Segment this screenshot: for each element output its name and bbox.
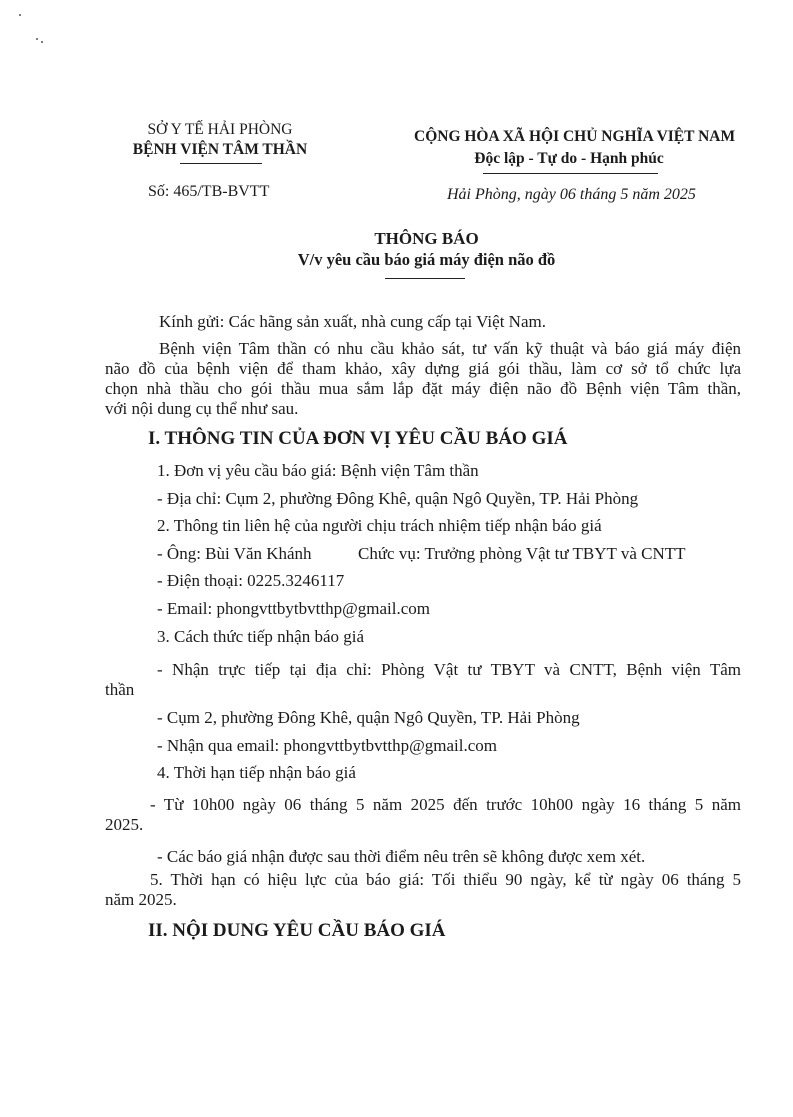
doc-title: THÔNG BÁO	[374, 229, 479, 248]
direct-receipt-line-2: thần	[105, 680, 135, 699]
motto: Độc lập - Tự do - Hạnh phúc	[474, 150, 664, 167]
phone-line: - Điện thoại: 0225.3246117	[157, 571, 345, 590]
place-date: Hải Phòng, ngày 06 tháng 5 năm 2025	[447, 186, 696, 203]
intro-line-4: với nội dung cụ thể như sau.	[105, 399, 299, 418]
section-1-heading: I. THÔNG TIN CỦA ĐƠN VỊ YÊU CẦU BÁO GIÁ	[148, 428, 568, 449]
direct-receipt-line-1: - Nhận trực tiếp tại địa chỉ: Phòng Vật tư TBYT và CNTT, Bệnh viện Tâm	[157, 660, 741, 679]
period-line-1: - Từ 10h00 ngày 06 tháng 5 năm 2025 đến trước 10h00 ngày 16 tháng 5 năm	[150, 795, 741, 814]
doc-number: Số: 465/TB-BVTT	[148, 183, 270, 200]
intro-line-2: não đồ của bệnh viện để tham khảo, xây dựng giá gói thầu, làm cơ sở tổ chức lựa	[105, 359, 741, 378]
period-line-2: 2025.	[105, 815, 144, 834]
title-underline	[385, 278, 465, 279]
doc-subject: V/v yêu cầu báo giá máy điện não đồ	[297, 250, 556, 269]
country-name: CỘNG HÒA XÃ HỘI CHỦ NGHĨA VIỆT NAM	[414, 128, 736, 145]
motto-underline	[483, 173, 658, 174]
section-2-heading: II. NỘI DUNG YÊU CẦU BÁO GIÁ	[148, 920, 446, 941]
email-receipt-line: - Nhận qua email: phongvttbytbvtthp@gmail.com	[157, 736, 498, 755]
item-4: 4. Thời hạn tiếp nhận báo giá	[157, 763, 356, 782]
org-name: BỆNH VIỆN TÂM THẦN	[132, 141, 308, 158]
scan-speck	[41, 41, 43, 43]
item-2: 2. Thông tin liên hệ của người chịu trách nhiệm tiếp nhận báo giá	[157, 516, 602, 535]
contact-title: Chức vụ: Trưởng phòng Vật tư TBYT và CNTT	[358, 544, 686, 563]
item-5-line-2: năm 2025.	[105, 890, 177, 909]
contact-name: - Ông: Bùi Văn Khánh	[157, 544, 312, 563]
intro-line-1: Bệnh viện Tâm thần có nhu cầu khảo sát, tư vấn kỹ thuật và báo giá máy điện	[159, 339, 741, 358]
recipient-line: Kính gửi: Các hãng sản xuất, nhà cung cấp tại Việt Nam.	[159, 312, 546, 331]
intro-line-3: chọn nhà thầu cho gói thầu mua sắm lắp đặt máy điện não đồ Bệnh viện Tâm thần,	[105, 379, 741, 398]
address-line: - Địa chỉ: Cụm 2, phường Đông Khê, quận Ngô Quyền, TP. Hải Phòng	[157, 489, 639, 508]
scan-speck	[36, 38, 38, 40]
org-parent: SỞ Y TẾ HẢI PHÒNG	[147, 121, 293, 138]
item-3: 3. Cách thức tiếp nhận báo giá	[157, 627, 365, 646]
scan-speck	[19, 14, 21, 16]
direct-receipt-address: - Cụm 2, phường Đông Khê, quận Ngô Quyền, TP. Hải Phòng	[157, 708, 580, 727]
email-line: - Email: phongvttbytbvtthp@gmail.com	[157, 599, 430, 618]
item-1: 1. Đơn vị yêu cầu báo giá: Bệnh viện Tâm thần	[157, 461, 479, 480]
late-note: - Các báo giá nhận được sau thời điểm nêu trên sẽ không được xem xét.	[157, 847, 646, 866]
org-underline	[180, 163, 262, 164]
item-5-line-1: 5. Thời hạn có hiệu lực của báo giá: Tối thiểu 90 ngày, kể từ ngày 06 tháng 5	[150, 870, 741, 889]
